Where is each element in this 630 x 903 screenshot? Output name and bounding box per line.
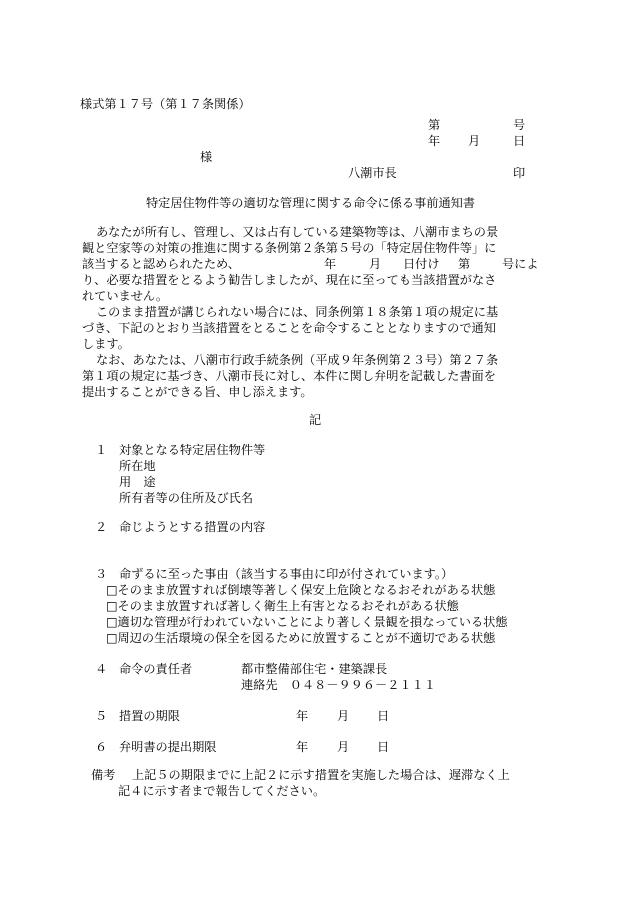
checkbox-icon[interactable]: □ (106, 599, 118, 613)
body-p3-line2: 第１項の規定に基づき、八潮市長に対し、本件に関し弁明を記載した書面を (82, 369, 496, 383)
body-p1-year: 年 (324, 257, 337, 271)
body-p1-line3a: 該当すると認められたため、 (82, 257, 240, 271)
checkbox-icon[interactable]: □ (106, 631, 118, 645)
item1-location: 所在地 (119, 459, 156, 473)
reason-text: 適切な管理が行われていないことにより著しく景観を損なっている状態 (117, 615, 508, 629)
item1-label: 対象となる特定居住物件等 (119, 443, 266, 457)
item6-year: 年 (296, 740, 309, 754)
doc-number-suffix: 号 (513, 118, 526, 132)
item1-number: １ (95, 443, 108, 457)
date-month: 月 (468, 134, 481, 148)
reason-text: そのまま放置すれば倒壊等著しく保安上危険となるおそれがある状態 (117, 583, 496, 597)
checkbox-icon[interactable]: □ (106, 615, 118, 629)
note-line1: 上記５の期限までに上記２に示す措置を実施した場合は、遅滞なく上 (132, 768, 510, 782)
addressee-honorific: 様 (200, 150, 213, 164)
body-p2-line2: づき、下記のとおり当該措置をとることを命令することとなりますので通知 (82, 321, 496, 335)
seal-mark: 印 (513, 166, 526, 180)
body-p3-line3: 提出することができる旨、申し添えます。 (82, 385, 313, 399)
item6-month: 月 (337, 740, 350, 754)
item2-number: ２ (95, 520, 108, 534)
body-p1-go: 号によ (502, 257, 539, 271)
reason-text: そのまま放置すれば著しく衛生上有害となるおそれがある状態 (117, 599, 459, 613)
document-title: 特定居住物件等の適切な管理に関する命令に係る事前通知書 (146, 196, 476, 210)
date-day: 日 (513, 134, 526, 148)
body-p1-day: 日付け (403, 257, 440, 271)
body-p1-line4: り、必要な措置をとるよう勧告しましたが、現在に至っても当該措置がなさ (82, 273, 497, 287)
body-p3-line1: なお、あなたは、八潮市行政手続条例（平成９年条例第２３号）第２７条 (96, 353, 499, 367)
checkbox-row[interactable] (106, 582, 495, 598)
item4-contact: 連絡先 ０４８－９９６－２１１１ (241, 678, 436, 692)
item4-number: ４ (95, 662, 108, 676)
item1-use: 用 途 (119, 475, 156, 489)
item5-day: 日 (377, 709, 390, 723)
checkbox-row[interactable] (106, 614, 508, 630)
item5-label: 措置の期限 (119, 709, 180, 723)
body-p1-month: 月 (369, 257, 382, 271)
item1-owner: 所有者等の住所及び氏名 (119, 491, 254, 505)
item3-number: ３ (95, 567, 108, 581)
body-p1-line1: あなたが所有し、管理し、又は占有している建築物等は、八潮市まちの景 (96, 225, 499, 239)
item6-number: ６ (95, 740, 108, 754)
ki-heading: 記 (309, 413, 322, 427)
item4-label: 命令の責任者 (119, 662, 193, 676)
note-label: 備考 (91, 768, 116, 782)
checkbox-row[interactable] (106, 630, 495, 646)
checkbox-row[interactable] (106, 598, 459, 614)
item6-day: 日 (377, 740, 390, 754)
item4-responsible: 都市整備部住宅・建築課長 (241, 662, 388, 676)
item5-month: 月 (337, 709, 350, 723)
doc-number-prefix: 第 (428, 118, 441, 132)
item6-label: 弁明書の提出期限 (119, 740, 217, 754)
body-p2-line3: します。 (82, 337, 130, 351)
reason-text: 周辺の生活環境の保全を図るために放置することが不適切である状態 (117, 631, 496, 645)
body-p2-line1: このまま措置が講じられない場合には、同条例第１８条第１項の規定に基 (96, 305, 499, 319)
body-p1-line2: 観と空家等の対策の推進に関する条例第２条第５号の「特定居住物件等」に (82, 241, 497, 255)
item5-year: 年 (296, 709, 309, 723)
body-p1-line5: れていません。 (82, 289, 169, 303)
note-line2: 記４に示す者まで報告してください。 (118, 784, 326, 798)
item3-label: 命ずるに至った事由（該当する事由に印が付されています。） (119, 567, 454, 581)
body-p1-dai: 第 (458, 257, 471, 271)
checkbox-icon[interactable]: □ (106, 583, 118, 597)
date-year: 年 (428, 134, 441, 148)
item2-label: 命じようとする措置の内容 (119, 520, 266, 534)
issuer-mayor: 八潮市長 (348, 166, 397, 180)
item5-number: ５ (95, 709, 108, 723)
form-number: 様式第１７号（第１７条関係） (80, 97, 251, 111)
